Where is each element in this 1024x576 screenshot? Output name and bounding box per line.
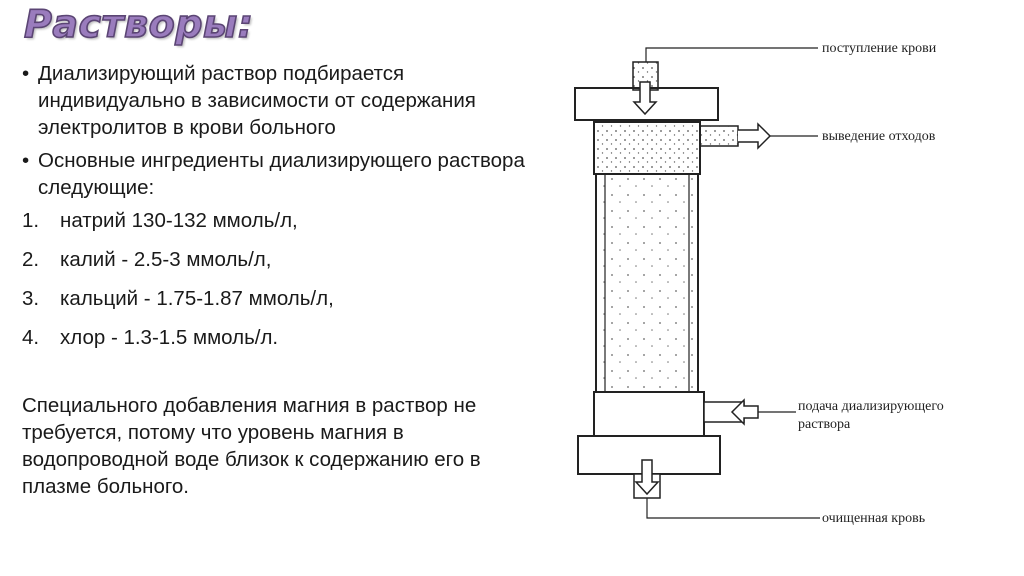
label-clean-blood: очищенная кровь (822, 511, 926, 526)
ingredient-list (22, 207, 547, 351)
dialyzer-diagram (560, 30, 1000, 560)
slide-title: Растворы: (24, 2, 254, 46)
label-dialysate-in-2: раствора (798, 417, 851, 432)
list-text: кальций - 1.75-1.87 ммоль/л, (60, 287, 334, 310)
main-column (596, 174, 698, 392)
label-blood-in: поступление крови (822, 41, 937, 56)
slide-body (22, 60, 547, 500)
list-text: калий - 2.5-3 ммоль/л, (60, 248, 272, 271)
list-text: хлор - 1.3-1.5 ммоль/л. (60, 326, 279, 349)
label-dialysate-in: подача диализирующего (798, 399, 944, 414)
list-item (22, 324, 547, 351)
leader-clean-blood (647, 498, 820, 518)
bullet-1-text: Диализирующий раствор подбирается индивидуально в зависимости от содержания электролитов в крови больного (38, 62, 476, 139)
waste-outlet-tube (700, 126, 738, 146)
magnesium-note: Специального добавления магния в раствор не требуется, потому что уровень магния в водопроводной воде близок к содержанию его в плазме больного. (22, 394, 481, 498)
list-number: 3. (22, 287, 40, 310)
list-number: 1. (22, 209, 40, 232)
list-number: 2. (22, 248, 40, 271)
lower-header (594, 392, 704, 436)
waste-out-arrow-icon (738, 124, 770, 148)
list-item (22, 246, 547, 273)
list-item (22, 285, 547, 312)
list-text: натрий 130-132 ммоль/л, (60, 209, 298, 232)
bullet-2-text: Основные ингредиенты диализирующего раствора следующие: (38, 149, 525, 199)
bullet-2 (22, 147, 547, 201)
label-waste-out: выведение отходов (822, 129, 936, 144)
upper-header (594, 122, 700, 174)
list-item (22, 207, 547, 234)
bullet-1 (22, 60, 547, 141)
list-number: 4. (22, 326, 40, 349)
leader-blood-in (646, 48, 818, 62)
